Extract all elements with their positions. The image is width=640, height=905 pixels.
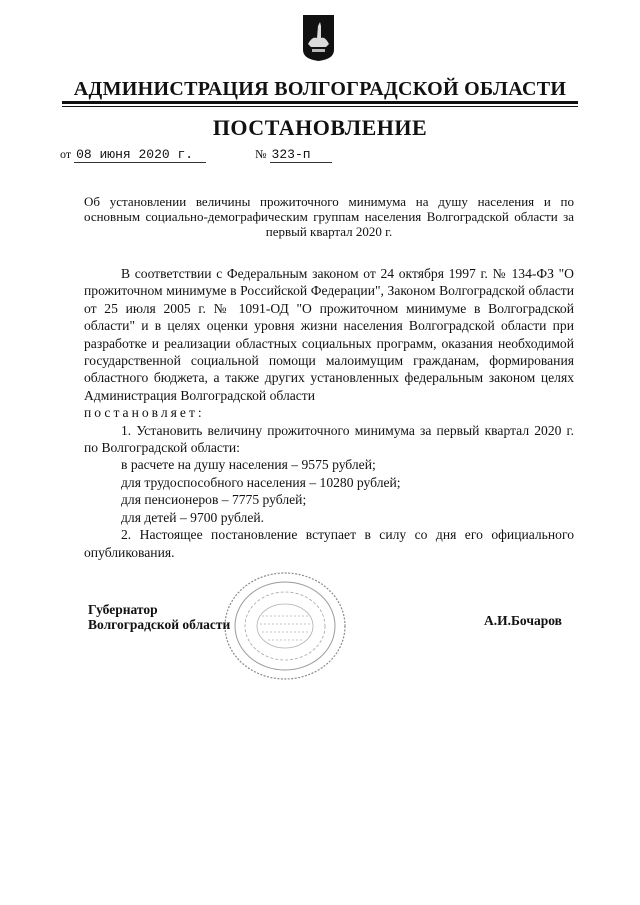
number-prefix: № <box>255 147 267 161</box>
item-1-list <box>84 456 574 526</box>
coat-of-arms-emblem <box>302 14 335 62</box>
document-date: 08 июня 2020 г. <box>74 147 206 163</box>
document-subject: Об установлении величины прожиточного минимума на душу населения и по основным социально-демографическим группам населения Волгоградской области за первый квартал 2020 г. <box>84 194 574 239</box>
item-1-paragraph: 1. Установить величину прожиточного минимума за первый квартал 2020 г. по Волгоградской области: <box>84 422 574 456</box>
document-body <box>84 265 574 561</box>
header-rule-thick <box>62 101 578 104</box>
organization-title: АДМИНИСТРАЦИЯ ВОЛГОГРАДСКОЙ ОБЛАСТИ <box>73 78 567 100</box>
decree-word: постановляет: <box>84 405 205 421</box>
list-item: для пенсионеров – 7775 рублей; <box>121 492 307 508</box>
date-number-line <box>60 147 332 163</box>
signatory-position <box>88 602 230 632</box>
signatory-position-line-2: Волгоградской области <box>88 617 231 632</box>
document-type: ПОСТАНОВЛЕНИЕ <box>212 115 428 140</box>
preamble-paragraph: В соответствии с Федеральным законом от 24 октября 1997 г. № 134-ФЗ "О прожиточном минимуме в Российской Федерации", Законом Волгоградской области от 25 июля 2005 г. № 1091-ОД "О прожиточном минимуме в Волгоградской области" и в целях оценки уровня жизни населения Волгоградской области при разработке и реализации областных социальных программ, оказания необходимой государственной социальной помощи малоимущим гражданам, формирования областного бюджета, а также других установленных федеральным законом целях Администрация Волгоградской области <box>84 266 574 403</box>
date-prefix: от <box>60 147 72 161</box>
signatory-position-line-1: Губернатор <box>88 602 158 617</box>
list-item: для трудоспособного населения – 10280 рублей; <box>121 474 401 490</box>
item-2-paragraph: 2. Настоящее постановление вступает в силу со дня его официального опубликования. <box>84 527 574 560</box>
list-item: для детей – 9700 рублей. <box>121 509 265 525</box>
document-number: 323-п <box>270 147 332 163</box>
signatory-name: А.И.Бочаров <box>484 613 562 628</box>
header-rule-thin <box>62 106 578 107</box>
list-item: в расчете на душу населения – 9575 рублей; <box>121 457 376 473</box>
official-seal-stamp <box>220 568 350 684</box>
